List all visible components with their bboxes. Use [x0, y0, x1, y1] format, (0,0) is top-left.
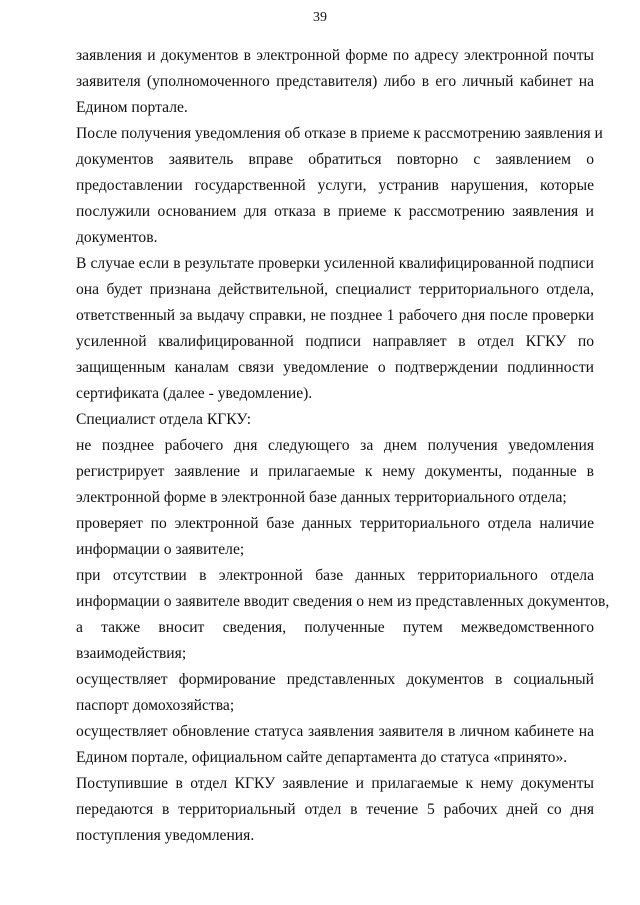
paragraph [76, 563, 610, 667]
paragraph [76, 407, 594, 433]
paragraph [76, 43, 594, 121]
text-line: взаимодействия; [76, 645, 187, 662]
text-line: послужили основанием для отказа в приеме к рассмотрению заявления и [76, 203, 594, 220]
paragraph [76, 667, 594, 719]
text-line: сертификата (далее - уведомление). [76, 385, 313, 402]
text-line: а также вносит сведения, полученные путем межведомственного [76, 619, 594, 636]
text-line: регистрирует заявление и прилагаемые к нему документы, поданные в [76, 463, 594, 480]
paragraph [76, 511, 594, 563]
document-body [76, 43, 610, 849]
text-line: информации о заявителе; [76, 541, 245, 558]
paragraph [76, 433, 594, 511]
text-line: паспорт домохозяйства; [76, 697, 235, 714]
text-line: ответственный за выдачу справки, не позднее 1 рабочего дня после проверки [76, 307, 594, 324]
text-line: проверяет по электронной базе данных территориального отдела наличие [76, 515, 594, 532]
text-line: не позднее рабочего дня следующего за днем получения уведомления [76, 437, 594, 454]
text-line: электронной форме в электронной базе данных территориального отдела; [76, 489, 567, 506]
paragraph [76, 719, 594, 771]
text-line: предоставлении государственной услуги, устранив нарушения, которые [76, 177, 594, 194]
text-line: В случае если в результате проверки усиленной квалифицированной подписи [76, 255, 594, 272]
text-line: осуществляет обновление статуса заявления заявителя в личном кабинете на [76, 723, 594, 740]
text-line: заявления и документов в электронной форме по адресу электронной почты [76, 47, 594, 64]
text-line: После получения уведомления об отказе в приеме к рассмотрению заявления и [76, 125, 603, 142]
text-line: передаются в территориальный отдел в течение 5 рабочих дней со дня [76, 801, 594, 818]
paragraph [76, 251, 594, 407]
text-line: осуществляет формирование представленных документов в социальный [76, 671, 594, 688]
paragraph [76, 771, 594, 849]
text-line: усиленной квалифицированной подписи направляет в отдел КГКУ по [76, 333, 594, 350]
text-line: защищенным каналам связи уведомление о подтверждении подлинности [76, 359, 594, 376]
page-number: 39 [313, 10, 327, 25]
text-line: документов заявитель вправе обратиться повторно с заявлением о [76, 151, 594, 168]
paragraph [76, 121, 603, 251]
text-line: поступления уведомления. [76, 827, 255, 844]
text-line: Поступившие в отдел КГКУ заявление и прилагаемые к нему документы [76, 775, 594, 792]
text-line: она будет признана действительной, специалист территориального отдела, [76, 281, 594, 298]
text-line: при отсутствии в электронной базе данных территориального отдела [76, 567, 594, 584]
text-line: документов. [76, 229, 158, 246]
text-line: заявителя (уполномоченного представителя) либо в его личный кабинет на [76, 73, 594, 90]
text-line: Едином портале, официальном сайте департамента до статуса «принято». [76, 749, 568, 766]
text-line: информации о заявителе вводит сведения о нем из представленных документов, [76, 593, 610, 610]
text-line: Едином портале. [76, 99, 188, 116]
text-line: Специалист отдела КГКУ: [76, 411, 252, 428]
